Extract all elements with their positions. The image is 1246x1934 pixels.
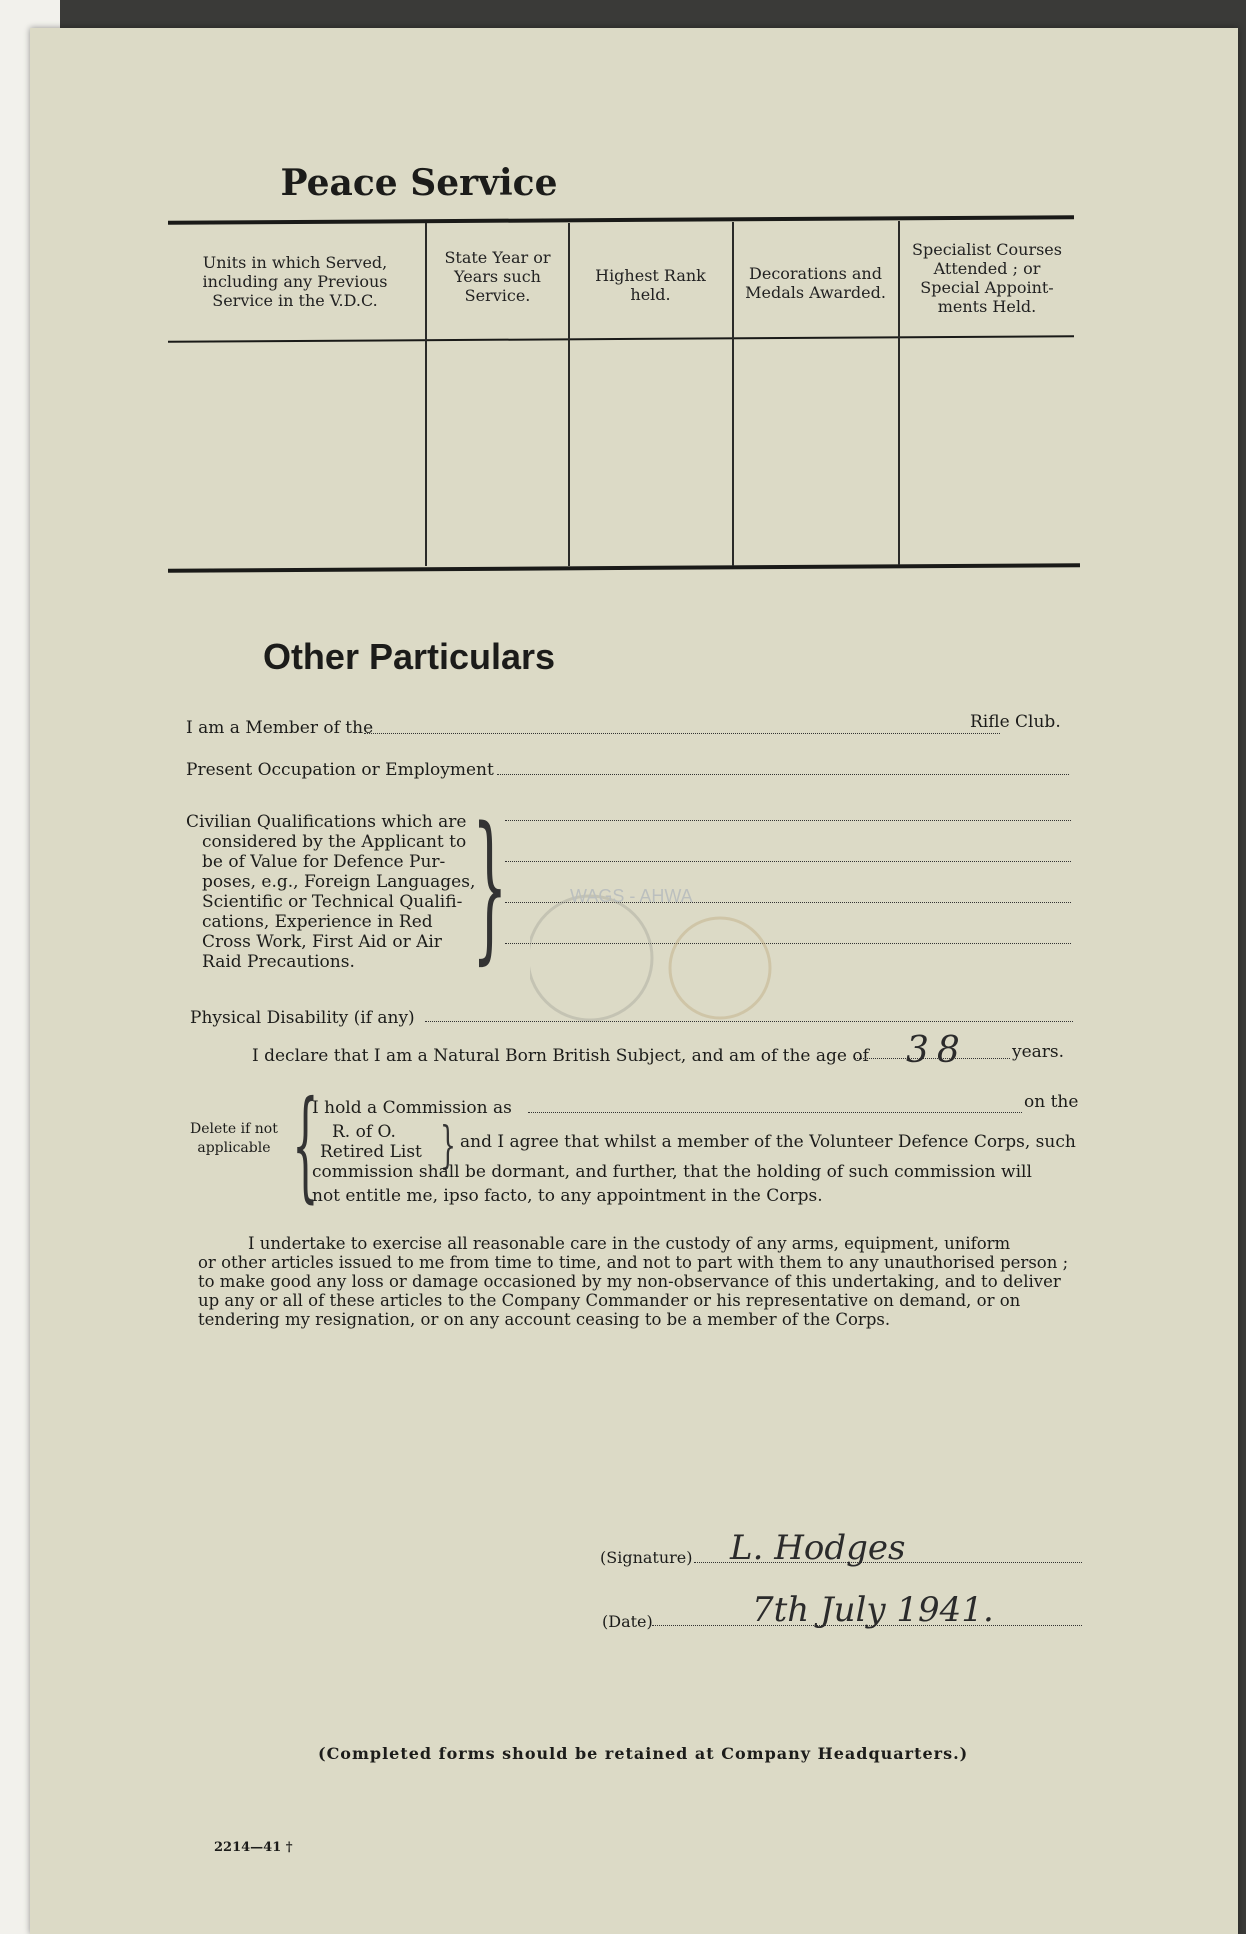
civ-line: Raid Precautions. <box>202 952 355 972</box>
col-header-specialist: Specialist Courses Attended ; or Special Appoint- ments Held. <box>912 240 1062 316</box>
col-divider <box>732 222 734 566</box>
occupation-label: Present Occupation or Employment <box>186 760 494 780</box>
commission-line-3: commission shall be dormant, and further, that the holding of such commission will <box>312 1162 1032 1182</box>
commission-line-1: I hold a Commission as <box>312 1098 512 1118</box>
form-code: 2214—41 † <box>214 1840 293 1855</box>
archive-watermark <box>530 868 830 1028</box>
undertaking-line: I undertake to exercise all reasonable care in the custody of any arms, equipment, uniform <box>248 1234 1011 1253</box>
delete-line: Delete if not <box>190 1121 278 1137</box>
col-header-units: Units in which Served, including any Previous Service in the V.D.C. <box>202 253 388 310</box>
signature-handwritten: L. Hodges <box>730 1528 906 1568</box>
col-divider <box>898 221 900 565</box>
delete-label <box>190 1120 278 1158</box>
undertaking-line: to make good any loss or damage occasioned by my non-observance of this undertaking, and to deliver <box>198 1272 1061 1291</box>
disability-label: Physical Disability (if any) <box>190 1008 415 1028</box>
date-label: (Date) <box>602 1612 653 1631</box>
form-page <box>30 28 1238 1934</box>
retired-label: Retired List <box>320 1142 422 1162</box>
civ-dotted-line[interactable] <box>505 861 1071 862</box>
watermark-text: WAGS - AHWA <box>570 886 693 906</box>
declare-suffix: years. <box>1012 1042 1065 1062</box>
date-handwritten: 7th July 1941. <box>752 1590 994 1630</box>
footer-note: (Completed forms should be retained at Company Headquarters.) <box>318 1744 969 1763</box>
peace-service-title: Peace Service <box>280 162 558 204</box>
undertaking-line: up any or all of these articles to the Company Commander or his representative on demand, or on <box>198 1291 1021 1310</box>
table-header-rule <box>168 335 1074 343</box>
undertaking-line: tendering my resignation, or on any account ceasing to be a member of the Corps. <box>198 1310 891 1329</box>
ro-brace: } <box>440 1116 456 1174</box>
occupation-dotted-line[interactable] <box>497 774 1069 775</box>
col-header-rank: Highest Rank held. <box>595 266 706 304</box>
civ-line: poses, e.g., Foreign Languages, <box>202 872 476 892</box>
civ-brace: } <box>472 792 508 979</box>
table-top-rule <box>168 215 1074 225</box>
member-suffix: Rifle Club. <box>970 712 1061 732</box>
table-bottom-rule <box>168 563 1080 573</box>
commission-line-4: not entitle me, ipso facto, to any appointment in the Corps. <box>312 1186 823 1206</box>
other-particulars-title: Other Particulars <box>262 636 556 677</box>
disability-dotted-line[interactable] <box>425 1021 1073 1022</box>
civ-dotted-line[interactable] <box>505 820 1071 821</box>
delete-line: applicable <box>197 1140 271 1156</box>
commission-on: on the <box>1024 1092 1079 1112</box>
civ-line: cations, Experience in Red <box>202 912 433 932</box>
civ-line: be of Value for Defence Pur- <box>202 852 446 872</box>
col-divider <box>568 223 570 566</box>
civ-line: Scientific or Technical Qualifi- <box>202 892 463 912</box>
signature-label: (Signature) <box>600 1548 693 1567</box>
declare-label: I declare that I am a Natural Born British Subject, and am of the age of <box>252 1046 869 1066</box>
commission-dotted-line[interactable] <box>528 1112 1022 1113</box>
commission-brace: { <box>292 1076 319 1215</box>
civ-line: Civilian Qualifications which are <box>186 812 467 832</box>
civ-line: Cross Work, First Aid or Air <box>202 932 442 952</box>
col-header-years: State Year or Years such Service. <box>444 248 551 305</box>
civ-line: considered by the Applicant to <box>202 832 467 852</box>
member-dotted-line[interactable] <box>364 733 1000 734</box>
ro-label: R. of O. <box>332 1122 396 1142</box>
col-header-decorations: Decorations and Medals Awarded. <box>745 264 886 302</box>
undertaking-paragraph <box>198 1234 1078 1329</box>
commission-line-2: and I agree that whilst a member of the Volunteer Defence Corps, such <box>460 1132 1076 1152</box>
civilian-qualifications-label <box>186 812 475 972</box>
col-divider <box>425 223 427 566</box>
member-label: I am a Member of the <box>186 718 374 738</box>
age-handwritten: 38 <box>906 1030 968 1071</box>
undertaking-line: or other articles issued to me from time to time, and not to part with them to any unauthorised person ; <box>198 1253 1069 1272</box>
